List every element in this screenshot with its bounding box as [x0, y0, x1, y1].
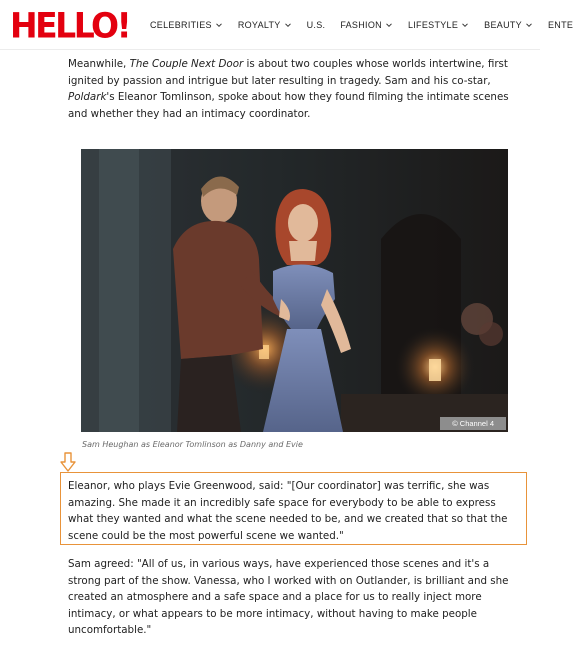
- nav-label: ENTE: [547, 20, 574, 30]
- nav-item-beauty[interactable]: [484, 20, 533, 30]
- nav-item-royalty[interactable]: [238, 20, 292, 30]
- chevron-down-icon: [461, 21, 469, 29]
- nav-label: ROYALTY: [237, 20, 281, 30]
- nav-label: CELEBRITIES: [150, 20, 212, 30]
- paragraph-text: is about two couples whose worlds intertwine, first ignited by passion and intrigue but later resulting in tragedy. Sam and his co-star,: [68, 58, 508, 87]
- show-title: Poldark: [68, 91, 107, 103]
- show-title: The Couple Next Door: [129, 58, 244, 70]
- chevron-down-icon: [525, 21, 533, 29]
- nav-label: LIFESTYLE: [407, 20, 459, 30]
- chevron-down-icon: [385, 21, 393, 29]
- nav-item-fashion[interactable]: [340, 20, 393, 30]
- article-image[interactable]: [81, 149, 508, 432]
- nav-label: BEAUTY: [484, 20, 522, 30]
- scene-illustration: [81, 149, 508, 432]
- nav-label: U.S.: [306, 20, 326, 30]
- image-credit: © Channel 4: [440, 417, 506, 430]
- hello-logo[interactable]: HELLO!: [10, 4, 130, 46]
- article-paragraph-intro: [68, 56, 518, 122]
- paragraph-text: Meanwhile,: [68, 58, 130, 70]
- down-arrow-icon: [60, 452, 76, 472]
- chevron-down-icon: [215, 21, 223, 29]
- nav-item-celebrities[interactable]: [150, 20, 223, 30]
- nav-item-us[interactable]: [307, 20, 326, 30]
- article-paragraph-eleanor-quote: Eleanor, who plays Evie Greenwood, said: "[Our coordinator] was terrific, she was amazing. She made it an incredibly safe space for everybody to be able to express what they wanted and what the scene needed to be, and we created that so that the scene could be the most powerful scene we wanted.": [68, 480, 508, 542]
- chevron-down-icon: [284, 21, 292, 29]
- nav-item-entertainment[interactable]: [548, 20, 573, 30]
- image-caption: Sam Heughan as Eleanor Tomlinson as Danny and Evie: [82, 440, 303, 449]
- site-header: [0, 0, 574, 50]
- nav-item-lifestyle[interactable]: [408, 20, 469, 30]
- main-nav: [150, 0, 588, 50]
- nav-label: FASHION: [340, 20, 382, 30]
- paragraph-text: 's Eleanor Tomlinson, spoke about how they found filming the intimate scenes and whether they had an intimacy coordinator.: [68, 91, 509, 120]
- article-paragraph-sam-quote: Sam agreed: "All of us, in various ways, have experienced those scenes and it's a strong part of the show. Vanessa, who I worked with on Outlander, is brilliant and she created an atmosphere and a safe space and a place for us to really inject more intimacy, or what appears to be more intimacy, without having to make people uncomfortable.": [68, 558, 509, 636]
